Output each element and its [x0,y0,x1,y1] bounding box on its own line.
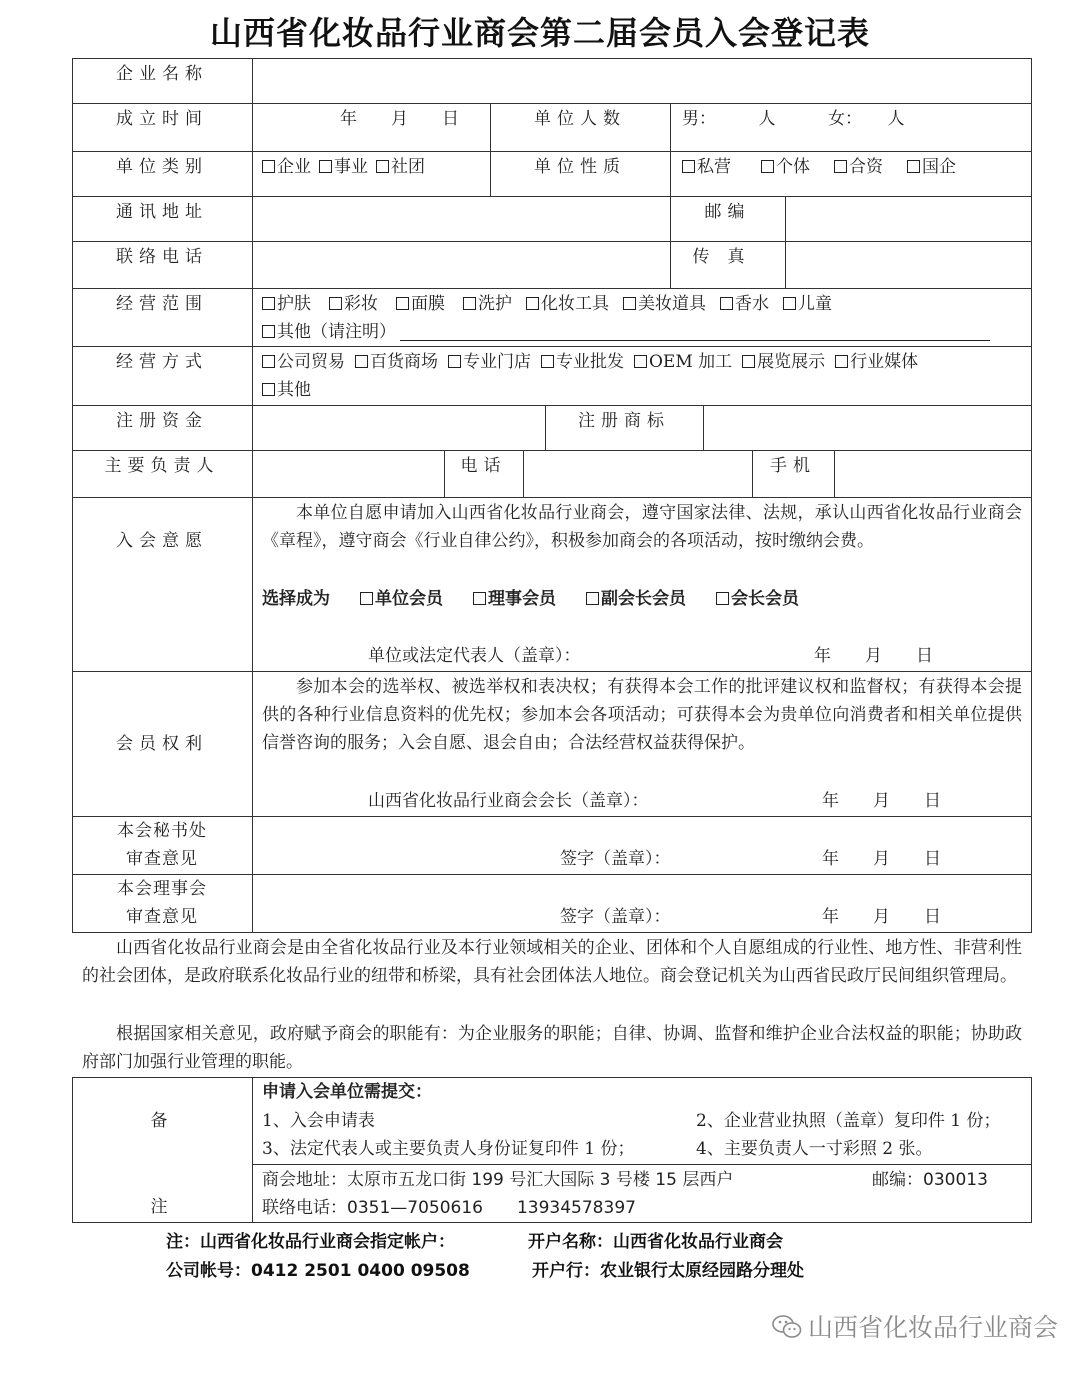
checkbox-beauty-props[interactable]: 美妆道具 [623,290,706,318]
phone-field[interactable] [254,243,668,287]
page-title: 山西省化妆品行业商会第二届会员入会登记表 [209,14,870,52]
checkbox-icon [376,160,389,173]
checkbox-association[interactable]: 社团 [376,153,425,181]
checkbox-makeup-tools[interactable]: 化妆工具 [526,290,609,318]
checkbox-other-scope[interactable]: 其他（请注明） [262,318,396,346]
checkbox-unit-member[interactable]: 单位会员 [360,585,443,613]
intent-text: 本单位自愿申请加入山西省化妆品行业商会，遵守国家法律、法规，承认山西省化妆品行业商会《章程》，遵守商会《行业自律公约》，积极参加商会的各项活动，按时缴纳会费。 [262,503,1022,551]
checkbox-icon [634,355,647,368]
remarks-address: 商会地址：太原市五龙口街 199 号汇大国际 3 号楼 15 层西户 [262,1170,734,1190]
rights-sign-label: 山西省化妆品行业商会会长（盖章）： [368,791,649,811]
label-intent: 入会意愿 [116,531,208,551]
remarks-label-bottom: 注 [150,1197,174,1217]
secretariat-label-line2: 审查意见 [126,849,198,869]
checkbox-makeup[interactable]: 彩妆 [329,290,378,318]
male-count-field[interactable]: 男： 人 [682,109,776,129]
checkbox-department-store[interactable]: 百货商场 [355,348,438,376]
wechat-icon [772,1314,802,1340]
footer-bank: 开户行：农业银行太原经园路分理处 [532,1261,804,1281]
choose-label: 选择成为 [262,589,330,609]
remarks-item-2: 2、企业营业执照（盖章）复印件 1 份； [696,1111,1001,1131]
watermark-text: 山西省化妆品行业商会 [807,1313,1058,1342]
secretariat-label-line1: 本会秘书处 [117,821,207,841]
mobile-field[interactable] [836,452,1030,496]
checkbox-icon [360,592,373,605]
membership-choice [262,585,1022,613]
remarks-item-4: 4、主要负责人一寸彩照 2 张。 [696,1139,933,1159]
label-mode: 经营方式 [116,352,208,372]
checkbox-icon [783,297,796,310]
label-company-name: 企业名称 [116,64,208,84]
checkbox-wholesale[interactable]: 专业批发 [541,348,624,376]
intro-paragraph-1: 山西省化妆品行业商会是由全省化妆品行业及本行业领域相关的企业、团体和个人自愿组成的行业性、地方性、非营利性的社会团体，是政府联系化妆品行业的纽带和桥梁，具有社会团体法人地位。商会登记机关为山西省民政厅民间组织管理局。 [82,938,1022,986]
label-staff-count: 单位人数 [534,109,626,129]
checkbox-icon [329,297,342,310]
checkbox-private[interactable]: 私营 [682,153,731,181]
checkbox-specialty-store[interactable]: 专业门店 [448,348,531,376]
label-secretariat [72,817,252,873]
secretariat-sign-label: 签字（盖章）： [560,849,671,869]
checkbox-exhibition[interactable]: 展览展示 [742,348,825,376]
label-address: 通讯地址 [116,202,208,222]
checkbox-perfume[interactable]: 香水 [720,290,769,318]
checkbox-icon [742,355,755,368]
label-phone: 联络电话 [116,247,208,267]
label-postcode: 邮编 [704,202,751,222]
checkbox-icon [720,297,733,310]
postcode-field[interactable] [787,198,1030,240]
council-sign-label: 签字（盖章）： [560,907,671,927]
checkbox-icon [473,592,486,605]
rights-text: 参加本会的选举权、被选举权和表决权；有获得本会工作的批评建议权和监督权；有获得本会提供的各种行业信息资料的优先权；参加本会各项活动；可获得本会为贵单位向消费者和相关单位提供信誉咨询的服务；入会自愿、退会自由；合法经营权益获得保护。 [262,677,1022,753]
checkbox-icon [761,160,774,173]
checkbox-icon [586,592,599,605]
checkbox-other-mode[interactable]: 其他 [262,376,311,404]
label-council [72,875,252,931]
remarks-contact: 联络电话：0351—7050616 13934578397 [262,1198,636,1218]
council-label-line1: 本会理事会 [117,879,207,899]
label-trademark: 注册商标 [578,411,670,431]
checkbox-icon [355,355,368,368]
checkbox-state-owned[interactable]: 国企 [907,153,956,181]
checkbox-joint-venture[interactable]: 合资 [834,153,883,181]
checkbox-icon [623,297,636,310]
checkbox-icon [541,355,554,368]
label-fax: 传真 [692,247,763,267]
rights-date[interactable]: 年 月 日 [822,791,941,811]
label-leader: 主要负责人 [104,456,220,476]
checkbox-icon [319,160,332,173]
checkbox-icon [262,355,275,368]
label-category: 单位类别 [116,157,208,177]
checkbox-icon [262,297,275,310]
checkbox-icon [526,297,539,310]
founded-date-field[interactable]: 年 月 日 [340,109,459,129]
checkbox-icon [262,160,275,173]
checkbox-trade[interactable]: 公司贸易 [262,348,345,376]
label-nature: 单位性质 [534,157,626,177]
checkbox-icon [396,297,409,310]
checkbox-vice-president-member[interactable]: 副会长会员 [586,585,686,613]
checkbox-enterprise[interactable]: 企业 [262,153,311,181]
scope-options [262,290,1028,346]
mode-options [262,348,1028,404]
label-capital: 注册资金 [116,411,208,431]
checkbox-mask[interactable]: 面膜 [396,290,445,318]
council-label-line2: 审查意见 [126,907,198,927]
leader-field[interactable] [254,452,442,496]
checkbox-icon [834,160,847,173]
checkbox-icon [682,160,695,173]
address-field[interactable] [254,198,668,240]
checkbox-institution[interactable]: 事业 [319,153,368,181]
footer-account-note: 注：山西省化妆品行业商会指定帐户： [166,1232,455,1252]
label-founded: 成立时间 [116,109,208,129]
checkbox-skincare[interactable]: 护肤 [262,290,311,318]
intent-date[interactable]: 年 月 日 [814,646,933,666]
watermark [772,1308,1058,1344]
checkbox-icon [463,297,476,310]
remarks-item-1: 1、入会申请表 [262,1111,375,1131]
intro-paragraph-2: 根据国家相关意见，政府赋予商会的职能有：为企业服务的职能；自律、协调、监督和维护企业合法权益的职能；协助政府部门加强行业管理的职能。 [82,1024,1022,1072]
checkbox-council-member[interactable]: 理事会员 [473,585,556,613]
checkbox-icon [907,160,920,173]
remarks-postcode: 邮编：030013 [872,1170,988,1190]
category-options [262,153,490,181]
remarks-item-3: 3、法定代表人或主要负责人身份证复印件 1 份； [262,1139,635,1159]
tel-field[interactable] [525,452,751,496]
checkbox-president-member[interactable]: 会长会员 [716,585,799,613]
footer-account-name: 开户名称：山西省化妆品行业商会 [528,1232,783,1252]
checkbox-icon [262,383,275,396]
footer-account-number: 公司帐号：0412 2501 0400 09508 [166,1261,470,1281]
checkbox-icon [448,355,461,368]
label-mobile: 手机 [770,456,816,476]
checkbox-icon [716,592,729,605]
checkbox-children[interactable]: 儿童 [783,290,832,318]
secretariat-date[interactable]: 年 月 日 [822,849,941,869]
checkbox-oem[interactable]: OEM 加工 [634,348,732,376]
intent-sign-label: 单位或法定代表人（盖章）： [368,646,581,666]
checkbox-individual[interactable]: 个体 [761,153,810,181]
council-date[interactable]: 年 月 日 [822,907,941,927]
company-name-field[interactable] [254,60,1030,102]
female-count-field[interactable]: 女： 人 [828,109,905,129]
remarks-label-top: 备 [150,1111,174,1131]
trademark-field[interactable] [705,407,1030,449]
capital-field[interactable] [254,407,544,449]
checkbox-icon [835,355,848,368]
remarks-heading: 申请入会单位需提交： [262,1082,432,1102]
label-tel: 电话 [460,456,507,476]
nature-options [682,153,1030,181]
label-rights: 会员权利 [116,734,208,754]
other-scope-input[interactable] [400,322,990,341]
fax-field[interactable] [787,243,1030,287]
label-scope: 经营范围 [116,294,208,314]
checkbox-media[interactable]: 行业媒体 [835,348,918,376]
checkbox-wash-care[interactable]: 洗护 [463,290,512,318]
checkbox-icon [262,325,275,338]
